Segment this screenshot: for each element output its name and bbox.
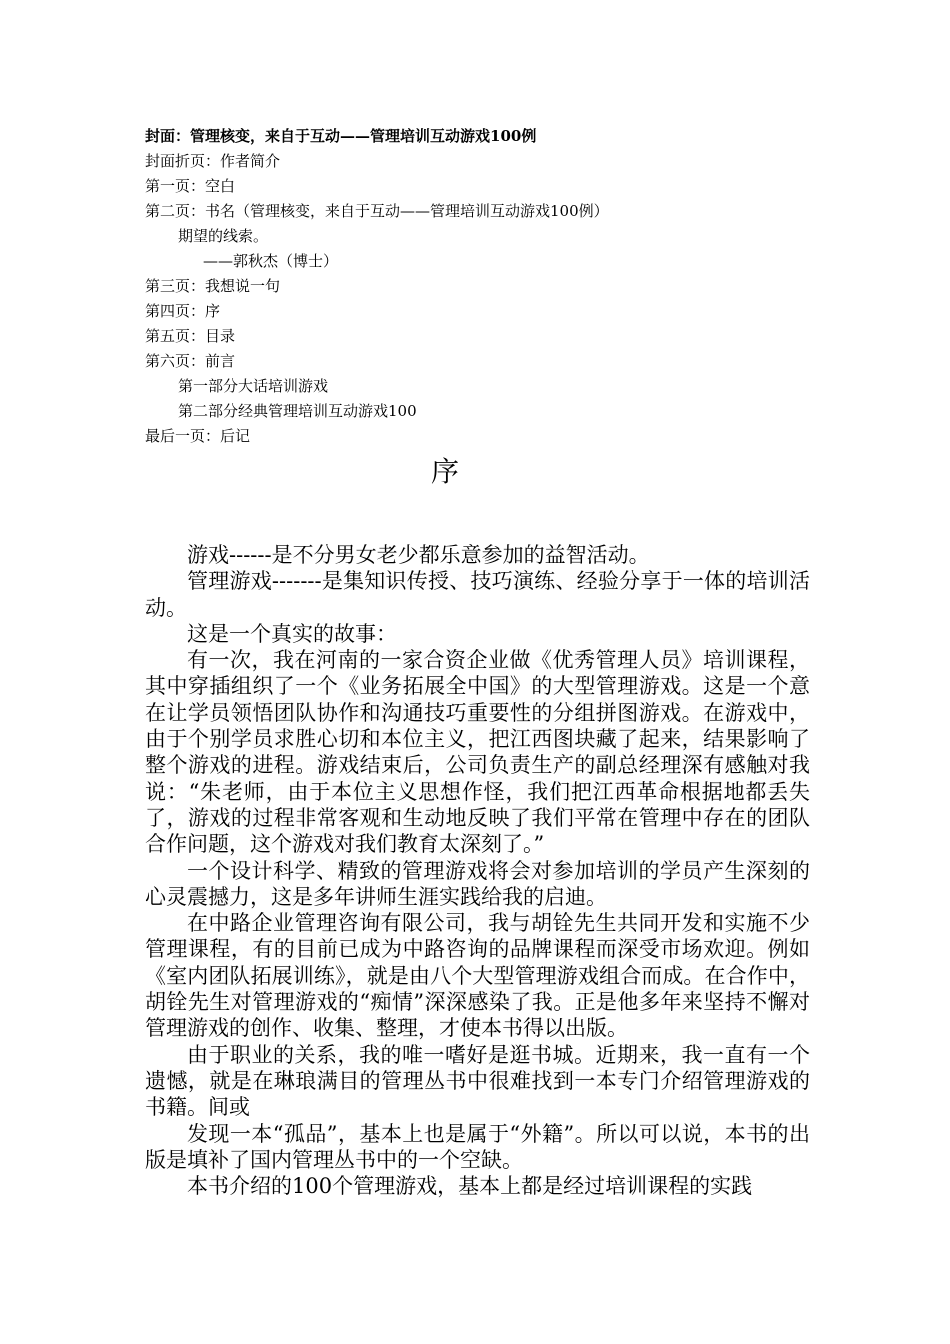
body-text <box>145 542 810 1199</box>
paragraph: 游戏------是不分男女老少都乐意参加的益智活动。 <box>187 543 650 567</box>
toc-line: 第二部分经典管理培训互动游戏100 <box>178 402 417 420</box>
paragraph: 一个设计科学、精致的管理游戏将会对参加培训的学员产生深刻的心灵震撼力，这是多年讲师生涯实践给我的启迪。 <box>145 858 810 909</box>
toc-line: 第四页：序 <box>145 302 221 320</box>
paragraph: 管理游戏-------是集知识传授、技巧演练、经验分享于一体的培训活动。 <box>145 569 810 620</box>
toc-line: 封面折页：作者简介 <box>145 152 281 170</box>
toc-line: 第三页：我想说一句 <box>145 277 281 295</box>
toc-line: 期望的线索。 <box>178 227 269 245</box>
paragraph: 这是一个真实的故事： <box>187 621 397 646</box>
toc-line: 第一部分大话培训游戏 <box>178 377 329 395</box>
toc-line: 最后一页：后记 <box>145 427 251 445</box>
paragraph: 发现一本“孤品”，基本上也是属于“外籍”。所以可以说，本书的出版是填补了国内管理丛书中的一个空缺。 <box>145 1121 810 1172</box>
paragraph: 有一次，我在河南的一家合资企业做《优秀管理人员》培训课程，其中穿插组织了一个《业务拓展全中国》的大型管理游戏。这是一个意在让学员领悟团队协作和沟通技巧重要性的分组拼图游戏。在游戏中，由于个别学员求胜心切和本位主义，把江西图块藏了起来，结果影响了整个游戏的进程。游戏结束后，公司负责生产的副总经理深有感触对我说：“朱老师，由于本位主义思想作怪，我们把江西革命根据地都丢失了，游戏的过程非常客观和生动地反映了我们平常在管理中存在的团队合作问题，这个游戏对我们教育太深刻了。” <box>145 648 810 857</box>
toc-line-cover: 封面：管理核变，来自于互动——管理培训互动游戏100例 <box>145 127 537 145</box>
page-list <box>145 124 845 449</box>
paragraph: 由于职业的关系，我的唯一嗜好是逛书城。近期来，我一直有一个遗憾，就是在琳琅满目的管理丛书中很难找到一本专门介绍管理游戏的书籍。间或 <box>145 1042 810 1120</box>
section-title: 序 <box>430 455 459 488</box>
toc-line: 第六页：前言 <box>145 352 236 370</box>
toc-line: 第五页：目录 <box>145 327 236 345</box>
paragraph: 在中路企业管理咨询有限公司，我与胡铨先生共同开发和实施不少管理课程，有的目前已成为中路咨询的品牌课程而深受市场欢迎。例如《室内团队拓展训练》，就是由八个大型管理游戏组合而成。在合作中，胡铨先生对管理游戏的“痴情”深深感染了我。正是他多年来坚持不懈对管理游戏的创作、收集、整理，才使本书得以出版。 <box>145 911 810 1041</box>
paragraph: 本书介绍的100个管理游戏，基本上都是经过培训课程的实践 <box>187 1174 753 1199</box>
toc-line-author: ——郭秋杰（博士） <box>203 252 339 270</box>
toc-line: 第一页：空白 <box>145 177 236 195</box>
toc-line: 第二页：书名（管理核变，来自于互动——管理培训互动游戏100例） <box>145 202 609 220</box>
